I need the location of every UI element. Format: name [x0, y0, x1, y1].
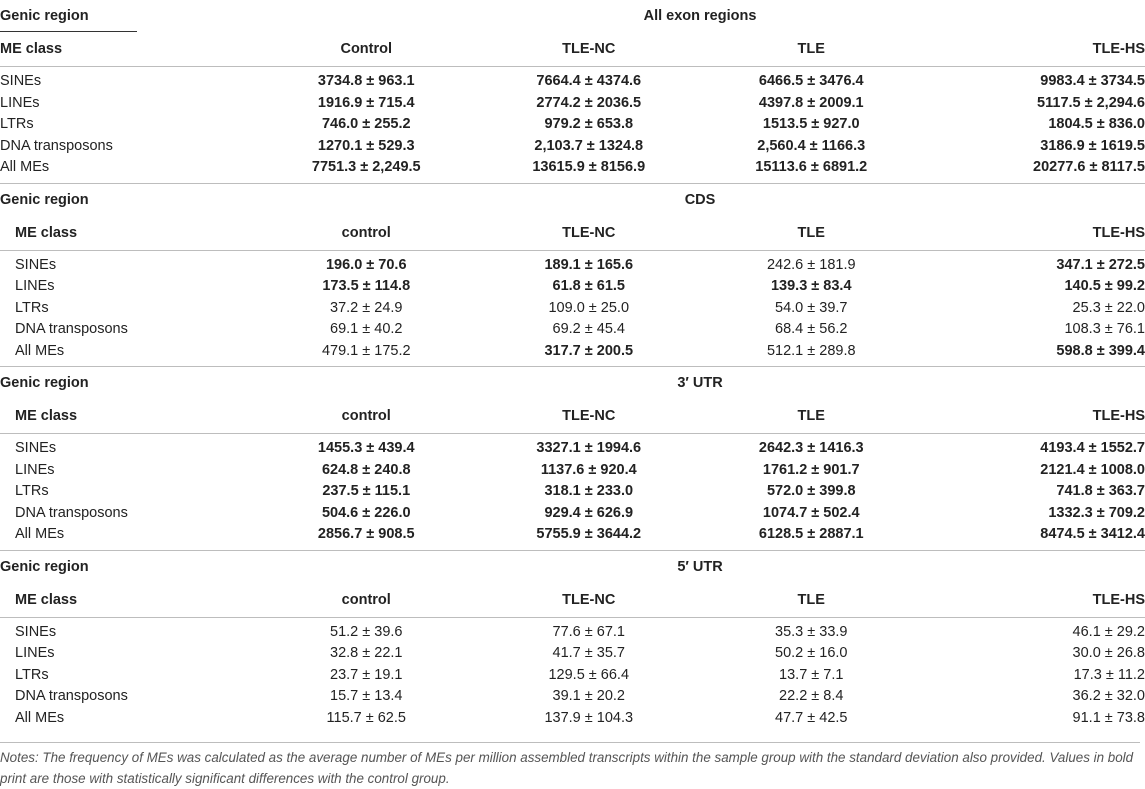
table-cell: 69.2 ± 45.4 — [478, 319, 701, 341]
table-row — [0, 622, 1145, 644]
table-cell: 317.7 ± 200.5 — [478, 341, 701, 363]
table-cell: 572.0 ± 399.8 — [700, 481, 923, 503]
column-header: TLE — [700, 584, 923, 618]
table-cell: 196.0 ± 70.6 — [255, 255, 478, 277]
table-row — [0, 71, 1145, 93]
row-label: SINEs — [0, 622, 255, 644]
table-cell: 7664.4 ± 4374.6 — [478, 71, 701, 93]
table-cell: 68.4 ± 56.2 — [700, 319, 923, 341]
row-label: LTRs — [0, 114, 255, 136]
table-cell: 137.9 ± 104.3 — [478, 708, 701, 730]
me-class-header: ME class — [0, 400, 255, 434]
column-header: TLE-NC — [478, 33, 701, 67]
region-title: 3′ UTR — [255, 367, 1145, 401]
table-row — [0, 524, 1145, 546]
table-cell: 17.3 ± 11.2 — [923, 665, 1145, 687]
column-header: TLE — [700, 33, 923, 67]
table-cell: 51.2 ± 39.6 — [255, 622, 478, 644]
column-header: control — [255, 217, 478, 251]
table-cell: 3327.1 ± 1994.6 — [478, 438, 701, 460]
column-header-row — [0, 33, 1145, 67]
row-label: LTRs — [0, 298, 255, 320]
table-cell: 20277.6 ± 8117.5 — [923, 157, 1145, 179]
table-cell: 41.7 ± 35.7 — [478, 643, 701, 665]
table-cell: 1513.5 ± 927.0 — [700, 114, 923, 136]
table-cell: 115.7 ± 62.5 — [255, 708, 478, 730]
table-row — [0, 341, 1145, 363]
table-cell: 479.1 ± 175.2 — [255, 341, 478, 363]
table-cell: 318.1 ± 233.0 — [478, 481, 701, 503]
genic-region-label: Genic region — [0, 367, 255, 401]
row-label: All MEs — [0, 157, 255, 179]
table-cell: 2,103.7 ± 1324.8 — [478, 136, 701, 158]
table-cell: 1455.3 ± 439.4 — [255, 438, 478, 460]
column-header: TLE-HS — [923, 217, 1145, 251]
table-cell: 54.0 ± 39.7 — [700, 298, 923, 320]
column-header: TLE-HS — [923, 584, 1145, 618]
table-cell: 35.3 ± 33.9 — [700, 622, 923, 644]
row-label: All MEs — [0, 708, 255, 730]
table-cell: 1074.7 ± 502.4 — [700, 503, 923, 525]
table-cell: 46.1 ± 29.2 — [923, 622, 1145, 644]
table-cell: 32.8 ± 22.1 — [255, 643, 478, 665]
column-header: TLE — [700, 217, 923, 251]
table-cell: 6466.5 ± 3476.4 — [700, 71, 923, 93]
table-row — [0, 686, 1145, 708]
section-header-row — [0, 183, 1145, 217]
table-row — [0, 460, 1145, 482]
column-header: TLE-NC — [478, 584, 701, 618]
table-cell: 13.7 ± 7.1 — [700, 665, 923, 687]
me-class-header: ME class — [0, 584, 255, 618]
table-notes: Notes: The frequency of MEs was calculated as the average number of MEs per million assembled transcripts within the sample group with the standard deviation also provided. Values in bold print are those with statistically significant differences with the control group. — [0, 742, 1140, 789]
spacer-cell — [0, 729, 1145, 733]
table-cell: 741.8 ± 363.7 — [923, 481, 1145, 503]
table-cell: 36.2 ± 32.0 — [923, 686, 1145, 708]
column-header: TLE-NC — [478, 400, 701, 434]
table-cell: 1332.3 ± 709.2 — [923, 503, 1145, 525]
table-cell: 929.4 ± 626.9 — [478, 503, 701, 525]
table-cell: 347.1 ± 272.5 — [923, 255, 1145, 277]
row-label: LTRs — [0, 665, 255, 687]
table-row — [0, 93, 1145, 115]
table-cell: 242.6 ± 181.9 — [700, 255, 923, 277]
column-header: TLE-HS — [923, 33, 1145, 67]
table-cell: 1270.1 ± 529.3 — [255, 136, 478, 158]
table-cell: 30.0 ± 26.8 — [923, 643, 1145, 665]
region-title: 5′ UTR — [255, 550, 1145, 584]
table-cell: 61.8 ± 61.5 — [478, 276, 701, 298]
table-row — [0, 503, 1145, 525]
table-row — [0, 708, 1145, 730]
table-cell: 8474.5 ± 3412.4 — [923, 524, 1145, 546]
column-header-row — [0, 217, 1145, 251]
table-row — [0, 319, 1145, 341]
table-row — [0, 276, 1145, 298]
row-label: DNA transposons — [0, 503, 255, 525]
table-row — [0, 255, 1145, 277]
table-row — [0, 136, 1145, 158]
table-cell: 25.3 ± 22.0 — [923, 298, 1145, 320]
region-title: All exon regions — [255, 0, 1145, 33]
table-cell: 598.8 ± 399.4 — [923, 341, 1145, 363]
table-cell: 13615.9 ± 8156.9 — [478, 157, 701, 179]
row-label: LINEs — [0, 643, 255, 665]
region-title: CDS — [255, 183, 1145, 217]
table-cell: 139.3 ± 83.4 — [700, 276, 923, 298]
table-cell: 5117.5 ± 2,294.6 — [923, 93, 1145, 115]
table-cell: 23.7 ± 19.1 — [255, 665, 478, 687]
row-label: DNA transposons — [0, 136, 255, 158]
table-cell: 1916.9 ± 715.4 — [255, 93, 478, 115]
table-cell: 7751.3 ± 2,249.5 — [255, 157, 478, 179]
table-cell: 39.1 ± 20.2 — [478, 686, 701, 708]
table-cell: 6128.5 ± 2887.1 — [700, 524, 923, 546]
column-header: TLE-NC — [478, 217, 701, 251]
column-header: TLE — [700, 400, 923, 434]
table-cell: 4397.8 ± 2009.1 — [700, 93, 923, 115]
section-header-row — [0, 367, 1145, 401]
row-label: SINEs — [0, 71, 255, 93]
table-cell: 2121.4 ± 1008.0 — [923, 460, 1145, 482]
table-cell: 512.1 ± 289.8 — [700, 341, 923, 363]
table-cell: 1137.6 ± 920.4 — [478, 460, 701, 482]
column-header-row — [0, 400, 1145, 434]
table-cell: 22.2 ± 8.4 — [700, 686, 923, 708]
table-cell: 129.5 ± 66.4 — [478, 665, 701, 687]
table-cell: 1804.5 ± 836.0 — [923, 114, 1145, 136]
row-label: LINEs — [0, 460, 255, 482]
row-label: LINEs — [0, 276, 255, 298]
row-label: All MEs — [0, 341, 255, 363]
column-header: control — [255, 584, 478, 618]
table-cell: 2642.3 ± 1416.3 — [700, 438, 923, 460]
table-row — [0, 481, 1145, 503]
table-cell: 2,560.4 ± 1166.3 — [700, 136, 923, 158]
table-cell: 140.5 ± 99.2 — [923, 276, 1145, 298]
table-cell: 77.6 ± 67.1 — [478, 622, 701, 644]
table-cell: 4193.4 ± 1552.7 — [923, 438, 1145, 460]
table-cell: 50.2 ± 16.0 — [700, 643, 923, 665]
table-cell: 237.5 ± 115.1 — [255, 481, 478, 503]
table-cell: 109.0 ± 25.0 — [478, 298, 701, 320]
row-label: DNA transposons — [0, 686, 255, 708]
table-cell: 3734.8 ± 963.1 — [255, 71, 478, 93]
section-header-row — [0, 0, 1145, 33]
genic-region-label: Genic region — [0, 183, 255, 217]
table-cell: 5755.9 ± 3644.2 — [478, 524, 701, 546]
table-cell: 2774.2 ± 2036.5 — [478, 93, 701, 115]
table-cell: 108.3 ± 76.1 — [923, 319, 1145, 341]
row-label: All MEs — [0, 524, 255, 546]
table-cell: 15.7 ± 13.4 — [255, 686, 478, 708]
table-cell: 979.2 ± 653.8 — [478, 114, 701, 136]
table-cell: 504.6 ± 226.0 — [255, 503, 478, 525]
row-label: SINEs — [0, 438, 255, 460]
column-header: Control — [255, 33, 478, 67]
table-cell: 47.7 ± 42.5 — [700, 708, 923, 730]
table-cell: 746.0 ± 255.2 — [255, 114, 478, 136]
table-cell: 3186.9 ± 1619.5 — [923, 136, 1145, 158]
table-row — [0, 438, 1145, 460]
column-header-row — [0, 584, 1145, 618]
section-header-row — [0, 550, 1145, 584]
column-header: control — [255, 400, 478, 434]
row-label: LINEs — [0, 93, 255, 115]
column-header: TLE-HS — [923, 400, 1145, 434]
table-cell: 189.1 ± 165.6 — [478, 255, 701, 277]
spacer-row — [0, 729, 1145, 733]
row-label: SINEs — [0, 255, 255, 277]
table-cell: 69.1 ± 40.2 — [255, 319, 478, 341]
table-row — [0, 157, 1145, 179]
table-cell: 2856.7 ± 908.5 — [255, 524, 478, 546]
me-class-header: ME class — [0, 217, 255, 251]
genic-region-label: Genic region — [0, 550, 255, 584]
table-row — [0, 665, 1145, 687]
table-cell: 9983.4 ± 3734.5 — [923, 71, 1145, 93]
me-class-header: ME class — [0, 33, 255, 67]
table-cell: 1761.2 ± 901.7 — [700, 460, 923, 482]
table-cell: 37.2 ± 24.9 — [255, 298, 478, 320]
table-row — [0, 114, 1145, 136]
table-cell: 173.5 ± 114.8 — [255, 276, 478, 298]
table-cell: 624.8 ± 240.8 — [255, 460, 478, 482]
table-cell: 91.1 ± 73.8 — [923, 708, 1145, 730]
genic-region-label-text: Genic region — [0, 1, 137, 32]
row-label: DNA transposons — [0, 319, 255, 341]
genic-region-label — [0, 0, 255, 33]
table-row — [0, 298, 1145, 320]
table-row — [0, 643, 1145, 665]
row-label: LTRs — [0, 481, 255, 503]
table-cell: 15113.6 ± 6891.2 — [700, 157, 923, 179]
